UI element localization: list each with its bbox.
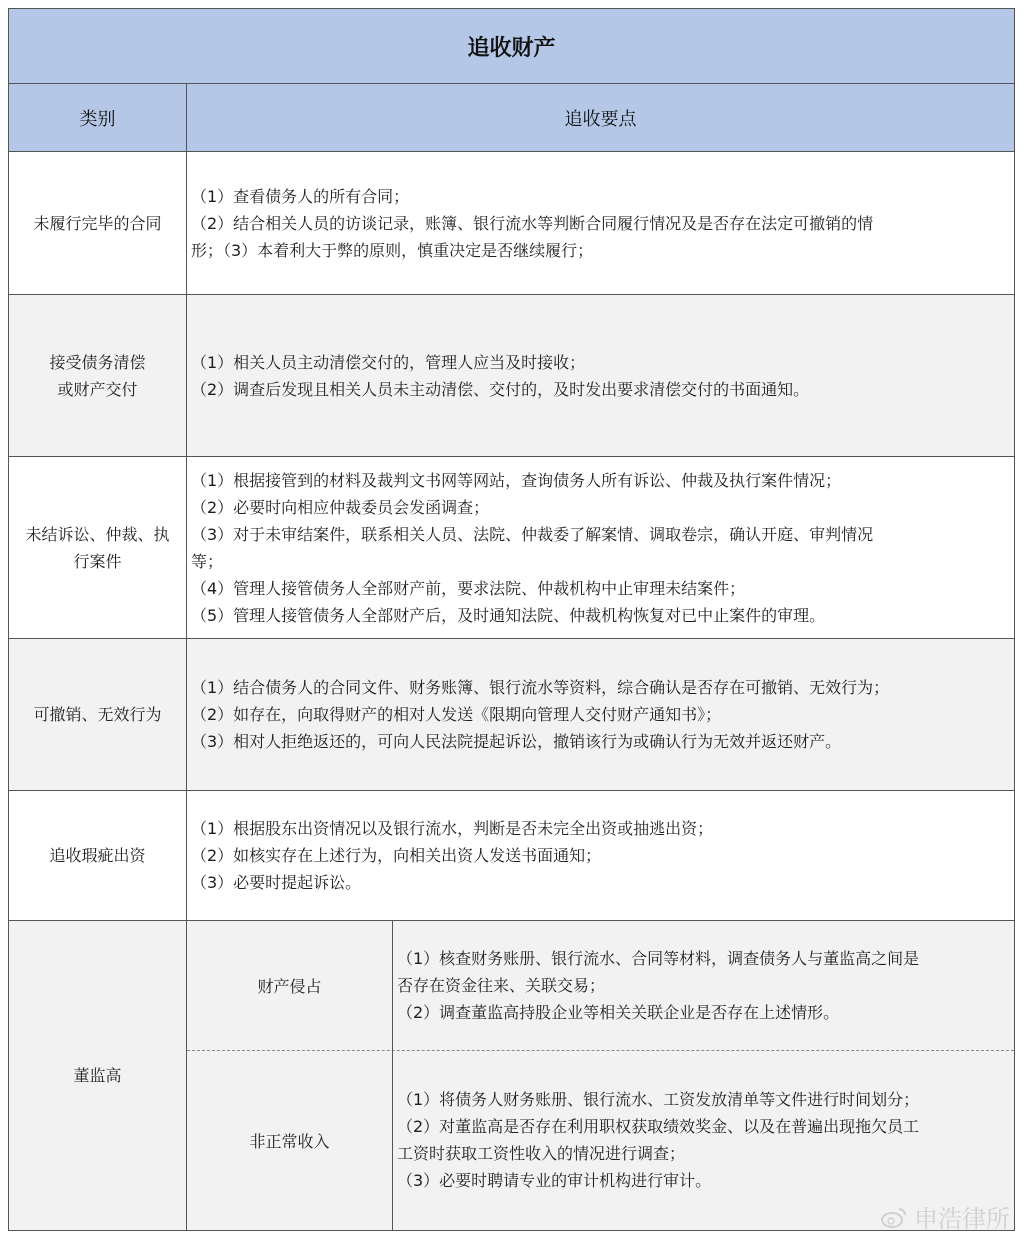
- table-row: [9, 295, 1014, 457]
- row-points: （1）结合债务人的合同文件、财务账簿、银行流水等资料，综合确认是否存在可撤销、无效行为； （2）如存在，向取得财产的相对人发送《限期向管理人交付财产通知书》； （3）相对人拒绝返还的，可向人民法院提起诉讼，撤销该行为或确认行为无效并返还财产。: [191, 678, 890, 751]
- row-points: （1）相关人员主动清偿交付的，管理人应当及时接收； （2）调查后发现且相关人员未主动清偿、交付的，及时发出要求清偿交付的书面通知。: [191, 352, 810, 399]
- directors-category: 董监高: [9, 921, 187, 1230]
- sub-category-asset-encroachment: 财产侵占: [187, 921, 393, 1050]
- row-points: （1）根据股东出资情况以及银行流水，判断是否未完全出资或抽逃出资； （2）如核实存在上述行为，向相关出资人发送书面通知； （3）必要时提起诉讼。: [191, 819, 714, 892]
- watermark-text: 申浩律所: [914, 1205, 1010, 1233]
- sub-points-asset-encroachment: （1）核查财务账册、银行流水、合同等材料，调查债务人与董监高之间是 否存在资金往来、关联交易； （2）调查董监高持股企业等相关关联企业是否存在上述情形。: [397, 949, 920, 1022]
- weibo-icon: [880, 1206, 908, 1228]
- table-title: 追收财产: [9, 9, 1014, 84]
- row-category: 可撤销、无效行为: [9, 639, 187, 790]
- row-category: 未履行完毕的合同: [9, 152, 187, 294]
- table-row: [9, 457, 1014, 639]
- header-category: 类别: [9, 84, 187, 152]
- header-points: 追收要点: [187, 84, 1014, 152]
- table-row: [9, 152, 1014, 295]
- row-category: 追收瑕疵出资: [9, 791, 187, 920]
- row-category: 未结诉讼、仲裁、执 行案件: [9, 457, 187, 638]
- row-points: （1）查看债务人的所有合同； （2）结合相关人员的访谈记录，账簿、银行流水等判断合同履行情况及是否存在法定可撤销的情 形；（3）本着利大于弊的原则，慎重决定是否继续履行；: [191, 186, 874, 260]
- sub-category-abnormal-income: 非正常收入: [187, 1050, 393, 1230]
- asset-recovery-table: [8, 8, 1015, 1231]
- table-row: [9, 791, 1014, 921]
- directors-block: [9, 921, 1014, 1230]
- table-row: [9, 639, 1014, 791]
- sub-points-abnormal-income: （1）将债务人财务账册、银行流水、工资发放清单等文件进行时间划分； （2）对董监高是否存在利用职权获取绩效奖金、以及在普遍出现拖欠员工 工资时获取工资性收入的情况进行调查； （3）必要时聘请专业的审计机构进行审计。: [397, 1090, 920, 1190]
- row-category: 接受债务清偿 或财产交付: [9, 295, 187, 456]
- row-points: （1）根据接管到的材料及裁判文书网等网站，查询债务人所有诉讼、仲裁及执行案件情况； （2）必要时向相应仲裁委员会发函调查； （3）对于未审结案件，联系相关人员、法院、仲裁委了解案情、调取卷宗，确认开庭、审判情况 等； （4）管理人接管债务人全部财产前，要求法院、仲裁机构中止审理未结案件； （5）管理人接管债务人全部财产后，及时通知法院、仲裁机构恢复对已中止案件的审理。: [191, 470, 874, 625]
- watermark: [880, 1199, 1010, 1234]
